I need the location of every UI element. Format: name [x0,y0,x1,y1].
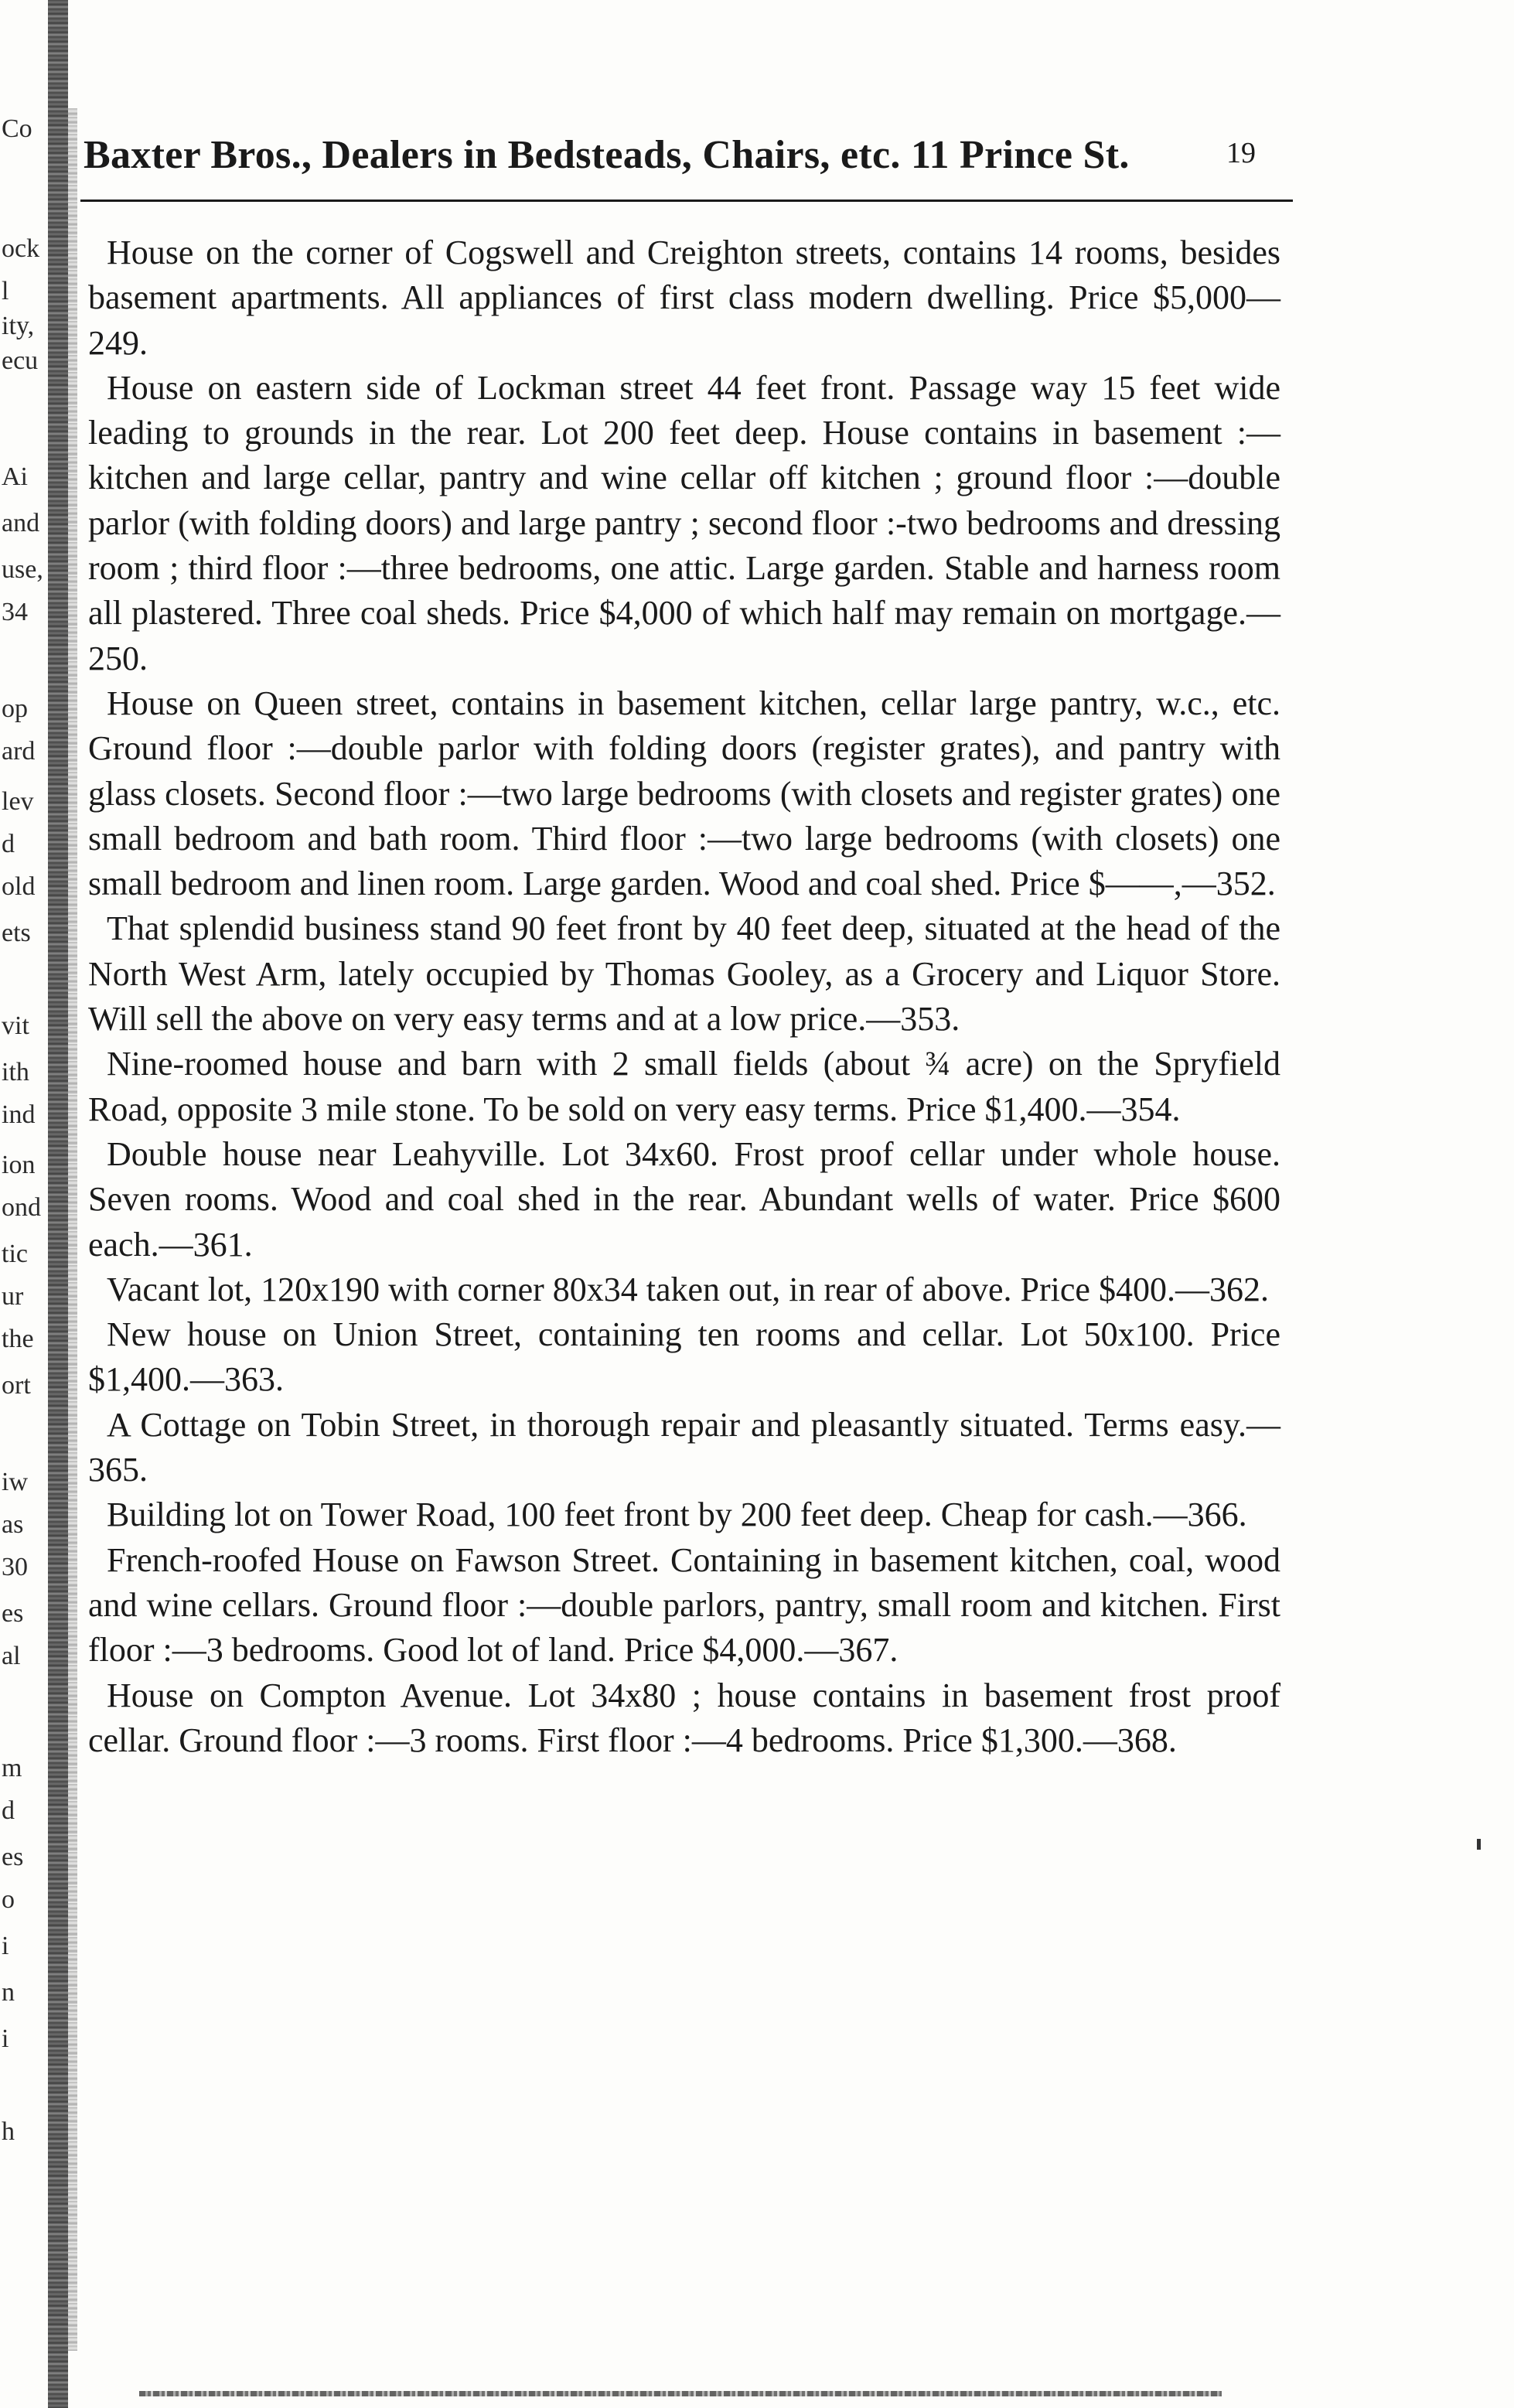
margin-fragment: es [2,1844,24,1871]
listing-entry: House on Queen street, contains in basement kitchen, cellar large pantry, w.c., etc. Ground floor :—double parlor with folding doors (register grates), and pantry with glass closets. Second floor :—two large bedrooms (with closets and register grates) one small bedroom and bath room. Third floor :—two large bedrooms (with closets) one small bedroom and linen room. Large garden. Wood and coal shed. Price $——,—352. [88,684,1280,903]
margin-fragment: Ai [2,464,28,490]
listing-entry: Vacant lot, 120x190 with corner 80x34 taken out, in rear of above. Price $400.—362. [107,1270,1269,1308]
margin-fragment: ets [2,920,31,946]
margin-fragment: n [2,1980,15,2006]
margin-fragment: ur [2,1284,24,1310]
margin-fragment: ort [2,1373,31,1399]
gutter-shading [68,108,77,2351]
header-title: Baxter Bros., Dealers in Bedsteads, Chairs, etc. 11 Prince St. [84,133,1130,177]
margin-fragment: ity, [2,313,35,339]
margin-fragment: vit [2,1013,29,1039]
listing-entry: New house on Union Street, containing ten rooms and cellar. Lot 50x100. Price $1,400.—363. [88,1315,1280,1399]
margin-fragment: ion [2,1152,36,1178]
listing-entry: French-roofed House on Fawson Street. Containing in basement kitchen, coal, wood and wine cellars. Ground floor :—double parlors, pantry, small room and kitchen. First floor :—3 bedrooms. Good lot of land. Price $4,000.—367. [88,1540,1280,1670]
margin-fragment: ecu [2,348,39,374]
margin-fragment: old [2,874,36,900]
margin-fragment: i [2,2026,9,2052]
book-spine-shadow [48,0,68,2408]
listing-entry: A Cottage on Tobin Street, in thorough repair and pleasantly situated. Terms easy.—365. [88,1405,1280,1489]
margin-fragment: ock [2,236,40,262]
margin-fragment: 30 [2,1554,28,1581]
margin-fragment: 34 [2,599,28,626]
margin-fragment: al [2,1643,21,1670]
margin-fragment: use, [2,557,43,583]
margin-fragment: and [2,510,40,537]
listing-entry: House on eastern side of Lockman street 44 feet front. Passage way 15 feet wide leading to grounds in the rear. Lot 200 feet deep. House contains in basement :—kitchen and large cellar, pantry and wine cellar off kitchen ; ground floor :—double parlor (with folding doors) and large pantry ; second floor :-two bedrooms and dressing room ; third floor :—three bedrooms, one attic. Large garden. Stable and harness room all plastered. Three coal sheds. Price $4,000 of which half may remain on mortgage.—250. [88,368,1280,677]
margin-fragment: as [2,1512,24,1538]
listings-column [88,230,1280,1763]
margin-fragment: h [2,2119,15,2145]
margin-fragment: d [2,1798,15,1824]
adjacent-page-fragments [0,0,48,2408]
listing-entry: House on the corner of Cogswell and Creighton streets, contains 14 rooms, besides basement apartments. All appliances of first class modern dwelling. Price $5,000—249. [88,234,1280,362]
margin-fragment: op [2,696,28,722]
margin-fragment: m [2,1755,22,1782]
margin-fragment: ind [2,1102,36,1128]
listing-entry: House on Compton Avenue. Lot 34x80 ; house contains in basement frost proof cellar. Ground floor :—3 rooms. First floor :—4 bedrooms. Price $1,300.—368. [88,1676,1280,1759]
bottom-edge-noise [139,2391,1222,2396]
listing-entry: That splendid business stand 90 feet front by 40 feet deep, situated at the head of the North West Arm, lately occupied by Thomas Gooley, as a Grocery and Liquor Store. Will sell the above on very easy terms and at a low price.—353. [88,909,1280,1039]
header-rule [80,200,1293,202]
margin-fragment: lev [2,789,34,815]
margin-fragment: d [2,831,15,858]
ink-speck [1477,1839,1481,1850]
listing-entry: Double house near Leahyville. Lot 34x60. Frost proof cellar under whole house. Seven rooms. Wood and coal shed in the rear. Abundant wells of water. Price $600 each.—361. [88,1134,1280,1264]
margin-fragment: tic [2,1241,28,1267]
listing-entry: Nine-roomed house and barn with 2 small fields (about ¾ acre) on the Spryfield Road, opposite 3 mile stone. To be sold on very easy terms. Price $1,400.—354. [88,1045,1280,1128]
listing-entry: Building lot on Tower Road, 100 feet front by 200 feet deep. Cheap for cash.—366. [107,1496,1247,1534]
margin-fragment: es [2,1601,24,1627]
margin-fragment: the [2,1326,34,1352]
margin-fragment: i [2,1933,9,1959]
running-header [84,130,1290,184]
margin-fragment: ond [2,1195,41,1221]
margin-fragment: ith [2,1059,29,1086]
margin-fragment: iw [2,1469,28,1496]
margin-fragment: o [2,1887,15,1913]
margin-fragment: Co [2,116,32,142]
page-number: 19 [1226,137,1256,169]
margin-fragment: ard [2,738,36,765]
margin-fragment: l [2,278,9,305]
